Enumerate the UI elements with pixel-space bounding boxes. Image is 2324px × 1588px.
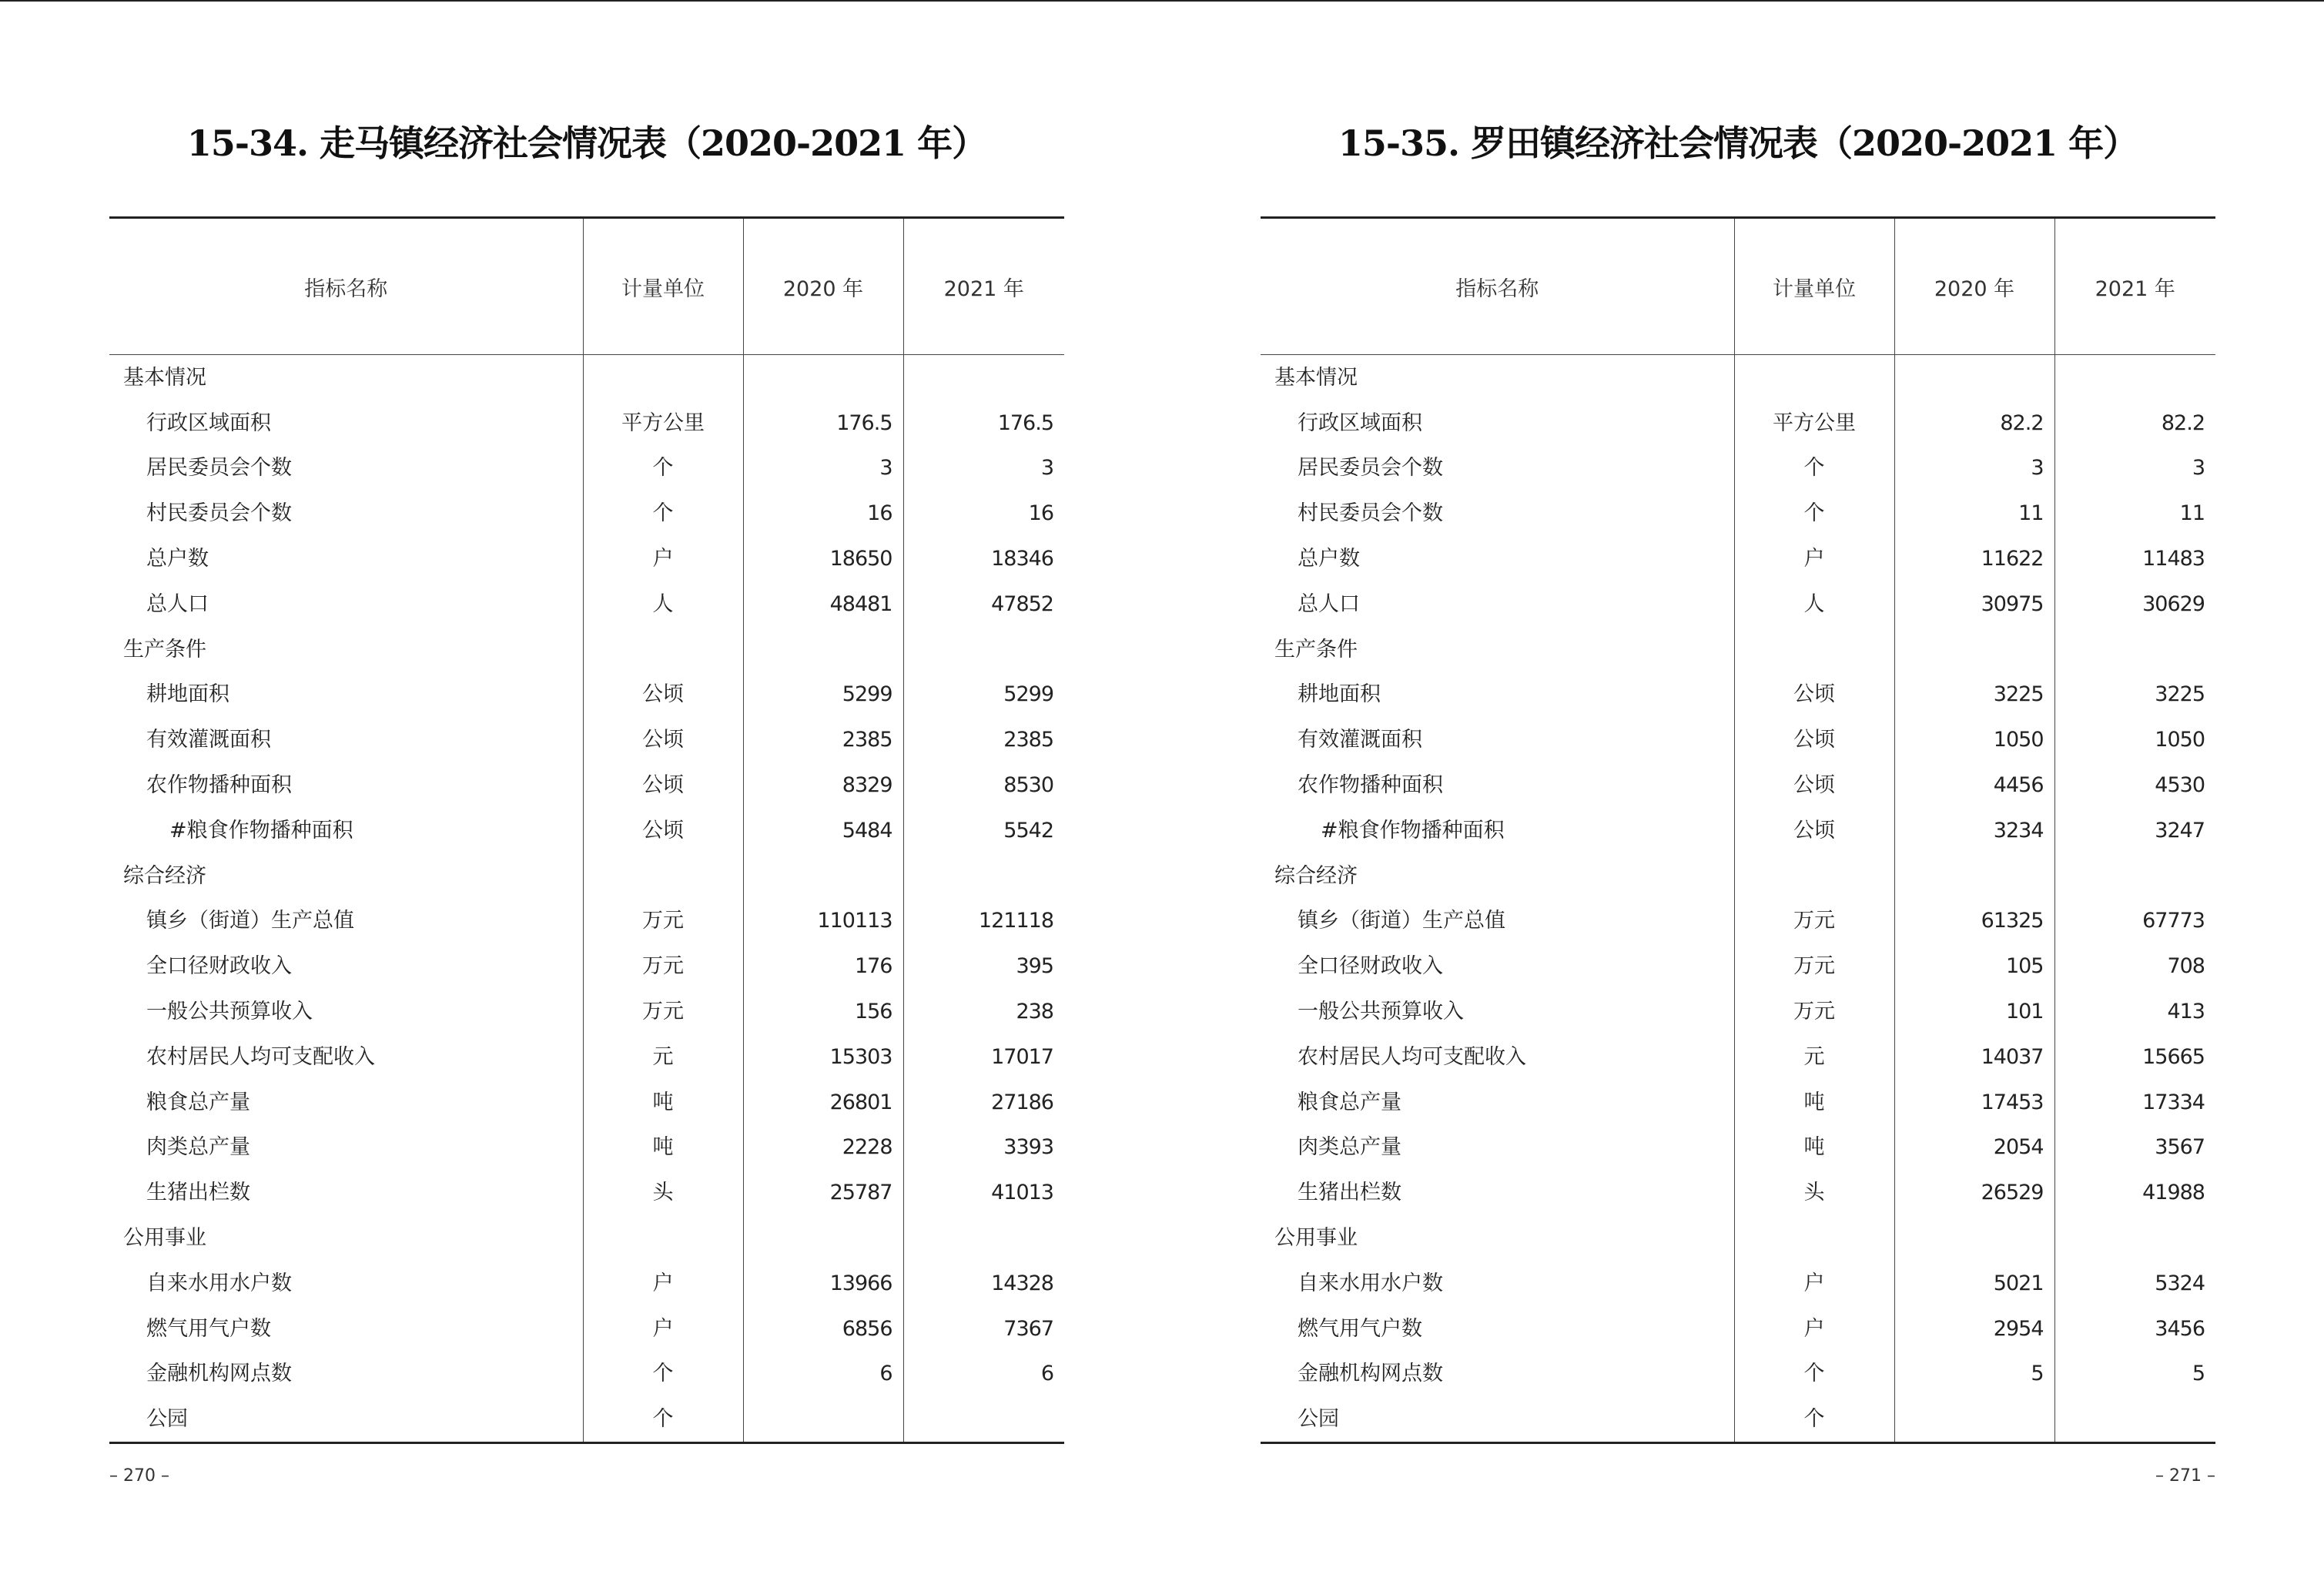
- table-row: [109, 536, 1064, 581]
- table-row: [109, 943, 1064, 989]
- unit-cell: 公顷: [583, 717, 743, 762]
- unit-cell: 个: [583, 446, 743, 491]
- value-2021-cell: 27186: [903, 1080, 1064, 1125]
- table-row: [1261, 1125, 2215, 1171]
- value-2021-cell: 5542: [903, 808, 1064, 853]
- value-2020-cell: [743, 627, 903, 672]
- value-2021-cell: [903, 1215, 1064, 1261]
- value-2020-cell: 105: [1894, 943, 2054, 989]
- indicator-name-cell: 自来水用水户数: [1298, 1271, 1443, 1295]
- value-2021-cell: 16: [903, 491, 1064, 536]
- value-2020-cell: 48481: [743, 581, 903, 627]
- value-2020-cell: 8329: [743, 762, 903, 808]
- table-body: [1261, 355, 2215, 1443]
- table-row: [1261, 446, 2215, 491]
- value-2021-cell: 3: [2054, 446, 2215, 491]
- unit-cell: 吨: [1734, 1080, 1894, 1125]
- value-2020-cell: 61325: [1894, 899, 2054, 944]
- table-row: [1261, 1034, 2215, 1080]
- value-2020-cell: [1894, 1215, 2054, 1261]
- indicator-name-cell: 总户数: [146, 547, 209, 571]
- table-row: [109, 672, 1064, 718]
- value-2020-cell: 26529: [1894, 1170, 2054, 1215]
- indicator-name-cell: 总户数: [1298, 547, 1360, 571]
- table-row: [109, 446, 1064, 491]
- unit-cell: 头: [1734, 1170, 1894, 1215]
- stats-table: [109, 216, 1064, 1444]
- unit-cell: 万元: [583, 899, 743, 944]
- table-row: [1261, 1080, 2215, 1125]
- value-2021-cell: 41988: [2054, 1170, 2215, 1215]
- value-2020-cell: 11622: [1894, 536, 2054, 581]
- indicator-name-cell: 肉类总产量: [146, 1135, 250, 1160]
- value-2021-cell: 176.5: [903, 400, 1064, 446]
- value-2020-cell: 15303: [743, 1034, 903, 1080]
- unit-cell: 万元: [583, 943, 743, 989]
- value-2021-cell: 5299: [903, 672, 1064, 718]
- value-2020-cell: 3234: [1894, 808, 2054, 853]
- value-2020-cell: 3225: [1894, 672, 2054, 718]
- value-2021-cell: 413: [2054, 989, 2215, 1034]
- table-row: [1261, 808, 2215, 853]
- value-2020-cell: 6: [743, 1352, 903, 1397]
- indicator-name-cell: 生猪出栏数: [1298, 1181, 1401, 1205]
- table-row: [1261, 1261, 2215, 1306]
- value-2020-cell: 2054: [1894, 1125, 2054, 1171]
- value-2021-cell: 6: [903, 1352, 1064, 1397]
- value-2020-cell: [1894, 853, 2054, 899]
- value-2020-cell: [1894, 355, 2054, 400]
- value-2020-cell: [743, 355, 903, 400]
- value-2020-cell: [1894, 1396, 2054, 1442]
- table-header: [109, 218, 1064, 355]
- stats-table: [1261, 216, 2215, 1444]
- table-row: [1261, 717, 2215, 762]
- unit-cell: [583, 1215, 743, 1261]
- indicator-name-cell: 农作物播种面积: [1298, 773, 1443, 798]
- indicator-name-cell: #粮食作物播种面积: [1321, 818, 1505, 843]
- value-2020-cell: 5: [1894, 1352, 2054, 1397]
- value-2020-cell: [743, 853, 903, 899]
- indicator-name-cell: 耕地面积: [146, 682, 229, 707]
- value-2020-cell: 176: [743, 943, 903, 989]
- value-2021-cell: 5324: [2054, 1261, 2215, 1306]
- section-row: [109, 627, 1064, 672]
- indicator-name-cell: 公用事业: [123, 1226, 206, 1251]
- value-2021-cell: 3567: [2054, 1125, 2215, 1171]
- value-2020-cell: 14037: [1894, 1034, 2054, 1080]
- value-2021-cell: 3393: [903, 1125, 1064, 1171]
- value-2020-cell: [743, 1215, 903, 1261]
- unit-cell: 平方公里: [583, 400, 743, 446]
- value-2021-cell: [2054, 1396, 2215, 1442]
- value-2021-cell: [2054, 355, 2215, 400]
- value-2021-cell: [2054, 1215, 2215, 1261]
- indicator-name-cell: 镇乡（街道）生产总值: [146, 909, 354, 933]
- unit-cell: 公顷: [583, 762, 743, 808]
- unit-cell: 个: [1734, 1396, 1894, 1442]
- unit-cell: 吨: [583, 1125, 743, 1171]
- table-row: [1261, 762, 2215, 808]
- page-number: – 271 –: [2155, 1466, 2215, 1486]
- value-2020-cell: 101: [1894, 989, 2054, 1034]
- value-2020-cell: 82.2: [1894, 400, 2054, 446]
- value-2021-cell: 3: [903, 446, 1064, 491]
- value-2021-cell: [903, 627, 1064, 672]
- value-2020-cell: 13966: [743, 1261, 903, 1306]
- unit-cell: [583, 355, 743, 400]
- table-row: [109, 1396, 1064, 1442]
- indicator-name-cell: 金融机构网点数: [146, 1362, 292, 1386]
- table-row: [109, 1170, 1064, 1215]
- table-body: [109, 355, 1064, 1443]
- value-2021-cell: [2054, 627, 2215, 672]
- table-row: [109, 1306, 1064, 1352]
- value-2020-cell: [1894, 627, 2054, 672]
- value-2020-cell: 2954: [1894, 1306, 2054, 1352]
- unit-cell: 个: [1734, 1352, 1894, 1397]
- unit-cell: 公顷: [1734, 762, 1894, 808]
- unit-cell: [1734, 853, 1894, 899]
- value-2021-cell: 17334: [2054, 1080, 2215, 1125]
- value-2021-cell: 2385: [903, 717, 1064, 762]
- value-2021-cell: 3456: [2054, 1306, 2215, 1352]
- value-2020-cell: 17453: [1894, 1080, 2054, 1125]
- value-2021-cell: 395: [903, 943, 1064, 989]
- table-row: [1261, 672, 2215, 718]
- unit-cell: 万元: [583, 989, 743, 1034]
- unit-cell: 户: [583, 1306, 743, 1352]
- value-2021-cell: 3247: [2054, 808, 2215, 853]
- value-2021-cell: 15665: [2054, 1034, 2215, 1080]
- header-year-2020: 2020 年: [1894, 218, 2054, 355]
- section-row: [109, 1215, 1064, 1261]
- unit-cell: 元: [583, 1034, 743, 1080]
- table-row: [1261, 491, 2215, 536]
- unit-cell: 公顷: [1734, 672, 1894, 718]
- value-2021-cell: 3225: [2054, 672, 2215, 718]
- indicator-name-cell: 生猪出栏数: [146, 1181, 250, 1205]
- section-row: [1261, 627, 2215, 672]
- unit-cell: 人: [583, 581, 743, 627]
- value-2021-cell: 41013: [903, 1170, 1064, 1215]
- value-2020-cell: 5484: [743, 808, 903, 853]
- unit-cell: [583, 627, 743, 672]
- unit-cell: 户: [1734, 1306, 1894, 1352]
- header-unit: 计量单位: [583, 218, 743, 355]
- value-2021-cell: 1050: [2054, 717, 2215, 762]
- unit-cell: 万元: [1734, 943, 1894, 989]
- value-2021-cell: 5: [2054, 1352, 2215, 1397]
- table-row: [109, 989, 1064, 1034]
- indicator-name-cell: 总人口: [1298, 591, 1360, 616]
- value-2020-cell: 3: [743, 446, 903, 491]
- unit-cell: 个: [583, 1396, 743, 1442]
- unit-cell: 公顷: [583, 672, 743, 718]
- table-row: [109, 1352, 1064, 1397]
- value-2021-cell: 238: [903, 989, 1064, 1034]
- value-2020-cell: 1050: [1894, 717, 2054, 762]
- value-2021-cell: 11: [2054, 491, 2215, 536]
- indicator-name-cell: 居民委员会个数: [146, 456, 292, 481]
- indicator-name-cell: 金融机构网点数: [1298, 1362, 1443, 1386]
- indicator-name-cell: 公园: [146, 1407, 188, 1432]
- table-row: [1261, 1396, 2215, 1442]
- table-row: [109, 400, 1064, 446]
- unit-cell: [1734, 355, 1894, 400]
- indicator-name-cell: #粮食作物播种面积: [169, 818, 353, 843]
- indicator-name-cell: 基本情况: [1274, 365, 1358, 390]
- value-2021-cell: 18346: [903, 536, 1064, 581]
- indicator-name-cell: 粮食总产量: [1298, 1090, 1401, 1114]
- indicator-name-cell: 燃气用气户数: [1298, 1316, 1422, 1341]
- value-2020-cell: 25787: [743, 1170, 903, 1215]
- indicator-name-cell: 农作物播种面积: [146, 773, 292, 798]
- value-2021-cell: 8530: [903, 762, 1064, 808]
- indicator-name-cell: 有效灌溉面积: [146, 728, 271, 752]
- value-2020-cell: 30975: [1894, 581, 2054, 627]
- indicator-name-cell: 公用事业: [1274, 1226, 1358, 1251]
- value-2020-cell: 156: [743, 989, 903, 1034]
- table-row: [1261, 536, 2215, 581]
- value-2020-cell: 2385: [743, 717, 903, 762]
- indicator-name-cell: 总人口: [146, 591, 209, 616]
- unit-cell: 吨: [1734, 1125, 1894, 1171]
- value-2021-cell: 11483: [2054, 536, 2215, 581]
- value-2020-cell: 5299: [743, 672, 903, 718]
- unit-cell: 个: [1734, 446, 1894, 491]
- indicator-name-cell: 村民委员会个数: [1298, 501, 1443, 526]
- page-number: – 270 –: [109, 1466, 169, 1486]
- indicator-name-cell: 自来水用水户数: [146, 1271, 292, 1295]
- indicator-name-cell: 耕地面积: [1298, 682, 1381, 707]
- table-row: [1261, 400, 2215, 446]
- table-row: [1261, 1306, 2215, 1352]
- indicator-name-cell: 有效灌溉面积: [1298, 728, 1422, 752]
- page-left: [109, 0, 1064, 1588]
- section-row: [109, 853, 1064, 899]
- table-header: [1261, 218, 2215, 355]
- value-2021-cell: 4530: [2054, 762, 2215, 808]
- table-row: [109, 762, 1064, 808]
- value-2020-cell: 176.5: [743, 400, 903, 446]
- unit-cell: 户: [1734, 536, 1894, 581]
- value-2021-cell: 67773: [2054, 899, 2215, 944]
- unit-cell: [583, 853, 743, 899]
- value-2020-cell: 110113: [743, 899, 903, 944]
- indicator-name-cell: 公园: [1298, 1407, 1339, 1432]
- value-2021-cell: 30629: [2054, 581, 2215, 627]
- indicator-name-cell: 生产条件: [1274, 637, 1358, 662]
- value-2020-cell: 16: [743, 491, 903, 536]
- indicator-name-cell: 基本情况: [123, 365, 206, 390]
- header-year-2021: 2021 年: [903, 218, 1064, 355]
- value-2020-cell: [743, 1396, 903, 1442]
- value-2020-cell: 5021: [1894, 1261, 2054, 1306]
- table-row: [109, 491, 1064, 536]
- value-2021-cell: 7367: [903, 1306, 1064, 1352]
- value-2020-cell: 26801: [743, 1080, 903, 1125]
- page-right: [1261, 0, 2215, 1588]
- table-row: [109, 899, 1064, 944]
- unit-cell: 平方公里: [1734, 400, 1894, 446]
- header-indicator-name: 指标名称: [1261, 218, 1734, 355]
- unit-cell: [1734, 1215, 1894, 1261]
- value-2020-cell: 6856: [743, 1306, 903, 1352]
- table-row: [1261, 1170, 2215, 1215]
- unit-cell: 户: [583, 1261, 743, 1306]
- unit-cell: 吨: [583, 1080, 743, 1125]
- unit-cell: 个: [1734, 491, 1894, 536]
- indicator-name-cell: 一般公共预算收入: [146, 1000, 313, 1024]
- section-row: [1261, 355, 2215, 400]
- value-2020-cell: 2228: [743, 1125, 903, 1171]
- table-row: [109, 1034, 1064, 1080]
- header-indicator-name: 指标名称: [109, 218, 583, 355]
- unit-cell: 万元: [1734, 989, 1894, 1034]
- indicator-name-cell: 生产条件: [123, 637, 206, 662]
- unit-cell: 元: [1734, 1034, 1894, 1080]
- value-2021-cell: 14328: [903, 1261, 1064, 1306]
- value-2021-cell: [903, 1396, 1064, 1442]
- indicator-name-cell: 综合经济: [1274, 863, 1358, 888]
- indicator-name-cell: 居民委员会个数: [1298, 456, 1443, 481]
- table-row: [1261, 1352, 2215, 1397]
- table-row: [1261, 943, 2215, 989]
- unit-cell: 公顷: [1734, 808, 1894, 853]
- unit-cell: 户: [583, 536, 743, 581]
- value-2021-cell: 708: [2054, 943, 2215, 989]
- value-2021-cell: [903, 853, 1064, 899]
- indicator-name-cell: 农村居民人均可支配收入: [146, 1044, 375, 1069]
- unit-cell: 个: [583, 1352, 743, 1397]
- table-row: [1261, 899, 2215, 944]
- header-year-2020: 2020 年: [743, 218, 903, 355]
- unit-cell: 人: [1734, 581, 1894, 627]
- indicator-name-cell: 一般公共预算收入: [1298, 1000, 1464, 1024]
- table-row: [109, 808, 1064, 853]
- section-row: [1261, 853, 2215, 899]
- table-row: [109, 581, 1064, 627]
- unit-cell: 头: [583, 1170, 743, 1215]
- header-year-2021: 2021 年: [2054, 218, 2215, 355]
- header-unit: 计量单位: [1734, 218, 1894, 355]
- unit-cell: 公顷: [1734, 717, 1894, 762]
- indicator-name-cell: 村民委员会个数: [146, 501, 292, 526]
- value-2021-cell: [903, 355, 1064, 400]
- indicator-name-cell: 肉类总产量: [1298, 1135, 1401, 1160]
- table-row: [1261, 989, 2215, 1034]
- indicator-name-cell: 行政区域面积: [1298, 410, 1422, 435]
- table-row: [109, 1125, 1064, 1171]
- table-row: [109, 1261, 1064, 1306]
- table-row: [109, 717, 1064, 762]
- value-2020-cell: 18650: [743, 536, 903, 581]
- indicator-name-cell: 全口径财政收入: [1298, 954, 1443, 979]
- value-2020-cell: 11: [1894, 491, 2054, 536]
- indicator-name-cell: 粮食总产量: [146, 1090, 250, 1114]
- value-2021-cell: 47852: [903, 581, 1064, 627]
- value-2020-cell: 3: [1894, 446, 2054, 491]
- unit-cell: 公顷: [583, 808, 743, 853]
- indicator-name-cell: 农村居民人均可支配收入: [1298, 1044, 1526, 1069]
- value-2021-cell: 17017: [903, 1034, 1064, 1080]
- table-row: [109, 1080, 1064, 1125]
- indicator-name-cell: 行政区域面积: [146, 410, 271, 435]
- section-row: [109, 355, 1064, 400]
- value-2021-cell: 82.2: [2054, 400, 2215, 446]
- indicator-name-cell: 综合经济: [123, 863, 206, 888]
- indicator-name-cell: 全口径财政收入: [146, 954, 292, 979]
- table-title: 15-35. 罗田镇经济社会情况表（2020-2021 年）: [1338, 122, 2138, 164]
- table-row: [1261, 581, 2215, 627]
- unit-cell: 个: [583, 491, 743, 536]
- unit-cell: 万元: [1734, 899, 1894, 944]
- table-title: 15-34. 走马镇经济社会情况表（2020-2021 年）: [186, 122, 987, 164]
- indicator-name-cell: 镇乡（街道）生产总值: [1298, 909, 1505, 933]
- unit-cell: 户: [1734, 1261, 1894, 1306]
- section-row: [1261, 1215, 2215, 1261]
- value-2021-cell: [2054, 853, 2215, 899]
- indicator-name-cell: 燃气用气户数: [146, 1316, 271, 1341]
- value-2021-cell: 121118: [903, 899, 1064, 944]
- unit-cell: [1734, 627, 1894, 672]
- value-2020-cell: 4456: [1894, 762, 2054, 808]
